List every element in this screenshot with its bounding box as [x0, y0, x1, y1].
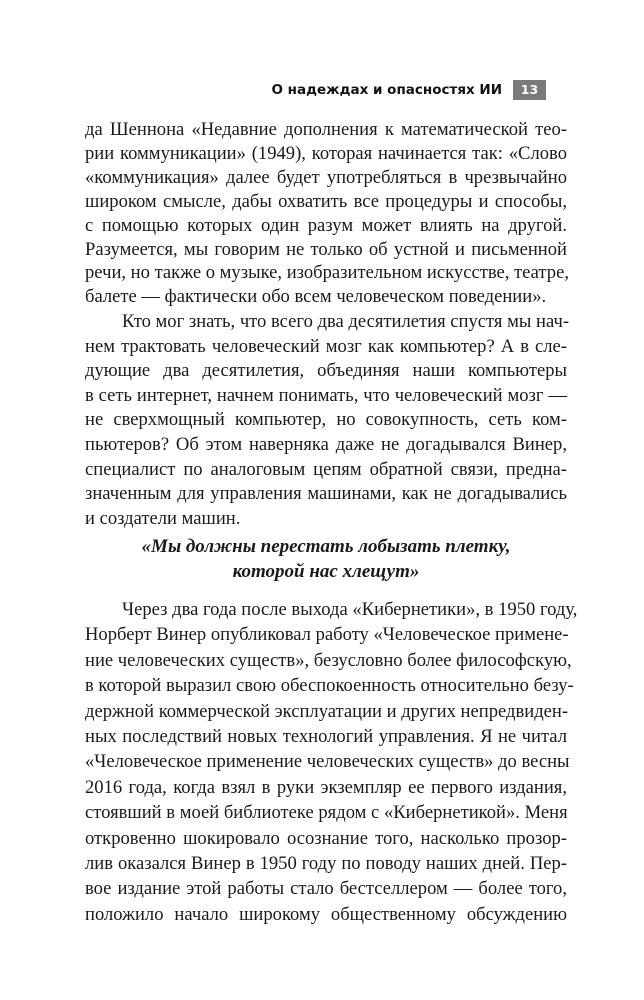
text-line: 2016 года, когда взял в руки экземпляр ее первого издания, — [85, 776, 567, 798]
text-line: Разумеется, мы говорим не только об устной и письменной — [85, 238, 567, 260]
text-line: значенным для управления машинами, как не догадывались — [85, 483, 567, 505]
running-title: О надеждах и опасностях ИИ — [271, 82, 502, 98]
text-line: широком смысле, дабы охватить все процедуры и способы, — [85, 190, 567, 212]
section-heading-line: которой нас хлещут» — [232, 561, 420, 582]
text-line: Кто мог знать, что всего два десятилетия спустя мы нач- — [122, 311, 570, 332]
text-line: откровенно шокировало осознание того, насколько прозор- — [85, 827, 567, 849]
text-line: в которой выразил свою обеспокоенность относительно безу- — [85, 675, 574, 697]
text-line: балете — фактически обо всем человеческом поведении». — [85, 286, 547, 308]
text-line: дующие два десятилетия, объединяя наши компьютеры — [85, 360, 567, 382]
text-line: да Шеннона «Недавние дополнения к математической тео- — [85, 119, 567, 140]
section-heading-line: «Мы должны перестать лобызать плетку, — [141, 536, 511, 557]
text-line: в сеть интернет, начнем понимать, что человеческий мозг — — [85, 384, 567, 406]
text-line: лив оказался Винер в 1950 году по поводу наших дней. Пер- — [85, 853, 567, 874]
text-line: «Человеческое применение человеческих существ» до весны — [85, 751, 570, 773]
text-line: нем трактовать человеческий мозг как компьютер? А в сле- — [85, 335, 567, 357]
text-line: ние человеческих существ», безусловно более философскую, — [85, 649, 572, 671]
text-line: специалист по аналоговым цепям обратной связи, предна- — [85, 458, 567, 480]
text-line: вое издание этой работы стало бестселлером — более того, — [85, 878, 567, 900]
text-line: речи, но также о музыке, изобразительном искусстве, театре, — [85, 262, 569, 284]
text-line: пьютеров? Об этом наверняка даже не догадывался Винер, — [85, 434, 567, 455]
text-line: не сверхмощный компьютер, но совокупность, сеть ком- — [85, 409, 567, 431]
page-number: 13 — [513, 80, 546, 100]
text-line: стоявший в моей библиотеке рядом с «Кибернетикой». Меня — [85, 802, 568, 824]
text-line: положило начало широкому общественному обсуждению — [85, 903, 567, 925]
text-line: ных последствий новых технологий управления. Я не читал — [85, 726, 567, 747]
text-line: держной коммерческой эксплуатации и других непредвиден- — [85, 700, 569, 722]
text-line: с помощью которых один разум может влиять на другой. — [85, 214, 567, 236]
text-line: Норберт Винер опубликовал работу «Человеческое примене- — [85, 624, 569, 646]
text-line: «коммуникация» далее будет употребляться в чрезвычайно — [85, 166, 567, 188]
text-line: рии коммуникации» (1949), которая начинается так: «Слово — [85, 142, 567, 164]
text-line: Через два года после выхода «Кибернетики», в 1950 году, — [122, 599, 578, 620]
text-line: и создатели машин. — [85, 507, 241, 529]
